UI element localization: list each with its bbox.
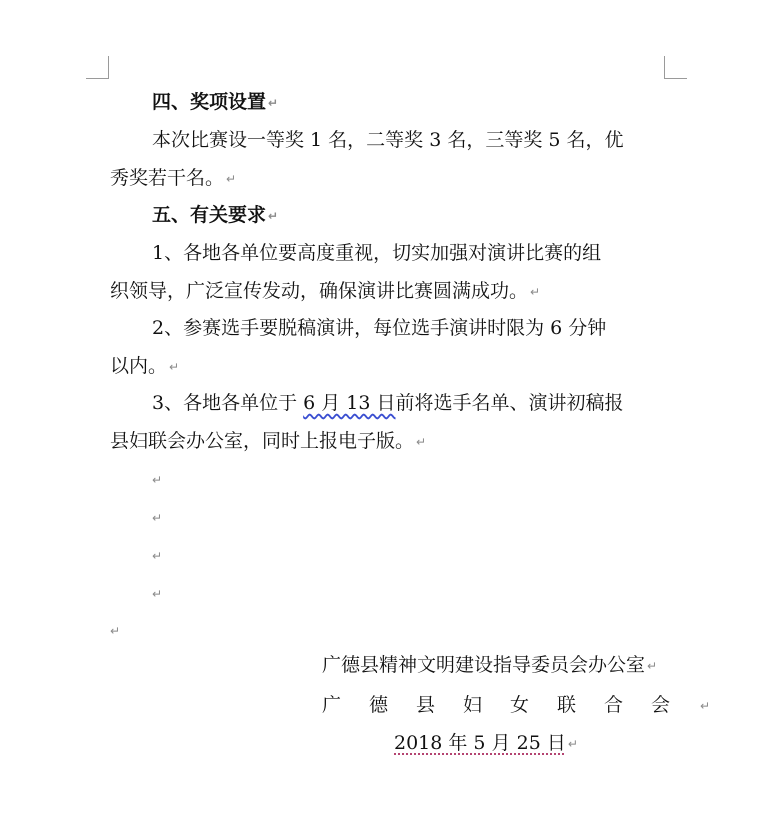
req-3-line-1[interactable]: 3、各地各单位于 6 月 13 日前将选手名单、演讲初稿报 xyxy=(152,392,624,414)
paragraph-mark-icon: ↵ xyxy=(110,624,121,638)
paragraph-mark-icon: ↵ xyxy=(152,549,163,563)
paragraph-mark-icon: ↵ xyxy=(647,659,658,673)
margin-corner-top-left xyxy=(86,56,109,79)
paragraph-mark-icon: ↵ xyxy=(152,587,163,601)
req-1-line-2[interactable]: 织领导，广泛宣传发动，确保演讲比赛圆满成功。 ↵ xyxy=(110,280,541,302)
paragraph-mark-icon: ↵ xyxy=(268,209,279,223)
paragraph-mark-icon: ↵ xyxy=(152,511,163,525)
req-2-line-2[interactable]: 以内。 ↵ xyxy=(110,355,180,377)
signature-org-2[interactable]: 广德县妇女联合会 ↵ xyxy=(322,694,711,716)
paragraph-mark-icon: ↵ xyxy=(700,699,711,713)
heading-awards[interactable]: 四、奖项设置 ↵ xyxy=(152,91,279,113)
req-3-line-2[interactable]: 县妇联会办公室，同时上报电子版。 ↵ xyxy=(110,430,427,452)
awards-line-1[interactable]: 本次比赛设一等奖 1 名，二等奖 3 名，三等奖 5 名，优 xyxy=(152,129,624,151)
req-1-line-1[interactable]: 1、各地各单位要高度重视，切实加强对演讲比赛的组 xyxy=(152,242,602,264)
paragraph-mark-icon: ↵ xyxy=(567,737,578,751)
paragraph-mark-icon: ↵ xyxy=(169,360,180,374)
awards-line-2[interactable]: 秀奖若干名。 ↵ xyxy=(110,167,237,189)
paragraph-mark-icon: ↵ xyxy=(530,285,541,299)
paragraph-mark-icon: ↵ xyxy=(152,473,163,487)
paragraph-mark-icon: ↵ xyxy=(416,435,427,449)
signature-org-1[interactable]: 广德县精神文明建设指导委员会办公室 ↵ xyxy=(322,654,658,676)
deadline-date: 6 月 13 日 xyxy=(303,392,396,414)
margin-corner-top-right xyxy=(664,56,687,79)
heading-requirements[interactable]: 五、有关要求 ↵ xyxy=(152,204,279,226)
paragraph-mark-icon: ↵ xyxy=(268,96,279,110)
paragraph-mark-icon: ↵ xyxy=(226,172,237,186)
signature-date[interactable]: 2018 年 5 月 25 日 ↵ xyxy=(394,732,578,754)
req-2-line-1[interactable]: 2、参赛选手要脱稿演讲，每位选手演讲时限为 6 分钟 xyxy=(152,317,607,339)
